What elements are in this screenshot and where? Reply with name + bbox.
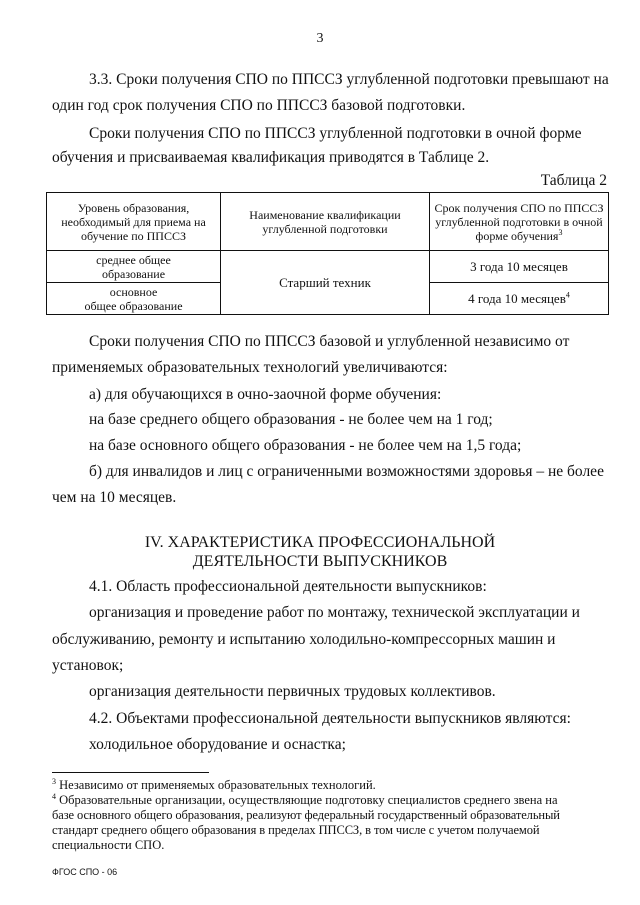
footnote-3-mark: 3 xyxy=(52,776,56,786)
qualification-cell: Старший техник xyxy=(221,251,430,315)
org-line3: установок; xyxy=(52,657,124,674)
row2-term xyxy=(430,283,609,315)
terms-item-b-line1: б) для инвалидов и лиц с ограниченными возможностями здоровья – не более xyxy=(89,463,604,480)
row2-level-line1: основное xyxy=(109,284,158,299)
para-3-3-line1: 3.3. Сроки получения СПО по ППССЗ углубленной подготовки превышают на xyxy=(89,71,609,88)
section-iv-title-line1: IV. ХАРАКТЕРИСТИКА ПРОФЕССИОНАЛЬНОЙ xyxy=(144,534,496,551)
table-intro-line2: обучения и присваиваемая квалификация приводятся в Таблице 2. xyxy=(52,149,490,166)
row1-education-level xyxy=(47,251,221,283)
section-iv-title-line2: ДЕЯТЕЛЬНОСТИ ВЫПУСКНИКОВ xyxy=(192,553,448,570)
page-number: 3 xyxy=(316,31,324,46)
row1-term: 3 года 10 месяцев xyxy=(430,251,609,283)
terms-line1: Сроки получения СПО по ППССЗ базовой и углубленной независимо от xyxy=(89,333,570,350)
qualification-table xyxy=(46,192,609,315)
footnote-4-line4: специальности СПО. xyxy=(52,838,165,852)
footnote-4-line3: стандарт среднего общего образования в пределах ППССЗ, в том числе с учетом получаемой xyxy=(52,823,540,837)
para-4-1: 4.1. Область профессиональной деятельности выпускников: xyxy=(89,578,487,595)
footnote-3-text: Независимо от применяемых образовательных технологий. xyxy=(59,778,376,792)
header-term xyxy=(430,193,609,251)
footnote-4-line2: базе основного общего образования, реализуют федеральный государственный образовательный xyxy=(52,808,560,822)
footnote-4-mark: 4 xyxy=(52,791,56,801)
footnote-4-line1 xyxy=(52,793,609,808)
terms-item-a2: на базе основного общего образования - не более чем на 1,5 года; xyxy=(89,437,522,454)
header-term-text: Срок получения СПО по ППССЗ углубленной подготовки в очной форме обучения xyxy=(434,200,604,243)
org2-line: организация деятельности первичных трудовых коллективов. xyxy=(89,683,496,700)
table-caption: Таблица 2 xyxy=(540,172,607,189)
header-education-level: Уровень образования, необходимый для приема на обучение по ППССЗ xyxy=(47,193,221,251)
terms-item-a1: на базе среднего общего образования - не более чем на 1 год; xyxy=(89,411,493,428)
footer-code: ФГОС СПО - 06 xyxy=(52,867,118,877)
terms-item-b-line2: чем на 10 месяцев. xyxy=(52,489,177,506)
header-qualification: Наименование квалификации углубленной подготовки xyxy=(221,193,430,251)
table-intro-line1: Сроки получения СПО по ППССЗ углубленной подготовки в очной форме xyxy=(89,125,582,142)
table-row xyxy=(47,251,609,283)
para-4-2: 4.2. Объектами профессиональной деятельности выпускников являются: xyxy=(89,710,571,727)
objects-line1: холодильное оборудование и оснастка; xyxy=(89,736,346,753)
org-line1: организация и проведение работ по монтажу, технической эксплуатации и xyxy=(89,604,580,621)
terms-line2: применяемых образовательных технологий увеличиваются: xyxy=(52,359,448,376)
row2-term-text: 4 года 10 месяцев xyxy=(468,290,566,306)
terms-item-a: а) для обучающихся в очно-заочной форме обучения: xyxy=(89,386,442,403)
row2-education-level xyxy=(47,283,221,315)
header-term-footnote: 3 xyxy=(558,227,563,237)
footnote-3 xyxy=(52,778,376,793)
footnote-4-line1-text: Образовательные организации, осуществляющие подготовку специалистов среднего звена на xyxy=(59,793,558,807)
org-line2: обслуживанию, ремонту и испытанию холодильно-компрессорных машин и xyxy=(52,631,556,648)
row2-term-footnote: 4 xyxy=(565,290,570,300)
footnote-separator xyxy=(52,772,209,773)
row1-level-line1: среднее общее xyxy=(96,252,171,267)
row2-level-line2: общее образование xyxy=(84,298,183,313)
table-header-row xyxy=(47,193,609,251)
para-3-3-line2: один год срок получения СПО по ППССЗ базовой подготовки. xyxy=(52,97,466,114)
row1-level-line2: образование xyxy=(101,266,166,281)
